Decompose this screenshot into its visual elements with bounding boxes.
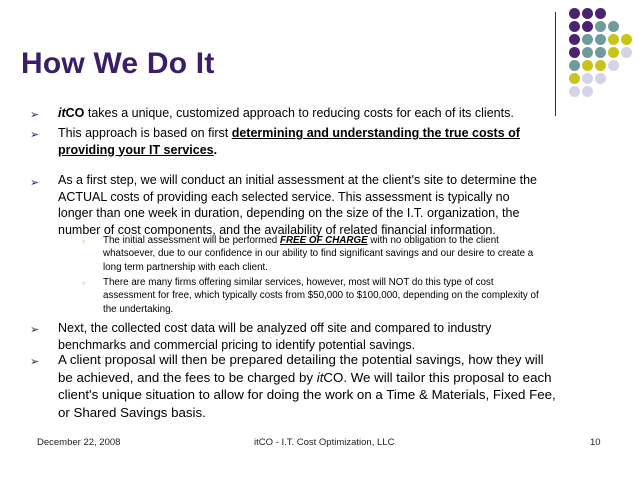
page-number: 10 — [590, 437, 601, 448]
dot — [582, 73, 593, 84]
dot — [595, 60, 606, 71]
bullet-item: Next, the collected cost data will be analyzed off site and compared to industry benchmarks and commercial pricing to identify potential savings. — [58, 321, 492, 352]
bullet-marker: ➢ — [30, 109, 40, 121]
slide-title: How We Do It — [21, 47, 215, 80]
dot — [582, 8, 593, 19]
dot — [595, 8, 606, 19]
dot — [582, 47, 593, 58]
bullet-marker: ➢ — [30, 129, 40, 141]
dot — [569, 60, 580, 71]
footer-date: December 22, 2008 — [37, 437, 121, 448]
sub-bullet-item: The initial assessment will be performed FREE OF CHARGE with no obligation to the client whatsoever, due to our confidence in our ability to find significant savings and our desire to create a long term partnership with each client. — [103, 235, 534, 273]
dot — [621, 47, 632, 58]
bullet-item: This approach is based on first determining and understanding the true costs of providing your IT services. — [58, 126, 520, 157]
dot — [569, 86, 580, 97]
decorative-dot-grid — [566, 8, 636, 104]
decorative-divider — [555, 12, 556, 116]
sub-bullet-marker: ◦ — [82, 236, 86, 246]
bullet-marker: ➢ — [30, 177, 40, 189]
dot — [569, 73, 580, 84]
dot — [595, 34, 606, 45]
dot — [608, 47, 619, 58]
dot — [621, 34, 632, 45]
dot — [569, 34, 580, 45]
bullet-item: itCO takes a unique, customized approach to reducing costs for each of its clients. — [58, 106, 514, 120]
sub-bullet-item: There are many firms offering similar services, however, most will NOT do this type of cost assessment for free, which typically costs from $50,000 to $100,000, depending on the complexity of the undertaking. — [103, 277, 539, 315]
footer-company: itCO - I.T. Cost Optimization, LLC — [254, 437, 395, 448]
dot — [582, 60, 593, 71]
bullet-marker: ➢ — [30, 356, 40, 368]
bullet-item: As a first step, we will conduct an initial assessment at the client's site to determine the ACTUAL costs of providing each selected service. This assessment is typically no longer than one week in duration, depending on the size of the I.T. organization, the number of cost components, and the availability of related financial information. — [58, 173, 537, 237]
dot — [582, 21, 593, 32]
dot — [595, 21, 606, 32]
dot — [582, 86, 593, 97]
dot — [569, 47, 580, 58]
dot — [569, 8, 580, 19]
bullet-item: A client proposal will then be prepared detailing the potential savings, how they will be achieved, and the fees to be charged by itCO. We will tailor this proposal to each client's unique situation to allow for doing the work on a Time & Materials, Fixed Fee, or Shared Savings basis. — [58, 352, 556, 420]
dot — [608, 21, 619, 32]
dot — [608, 60, 619, 71]
dot — [569, 21, 580, 32]
dot — [608, 34, 619, 45]
sub-bullet-marker: ◦ — [82, 278, 86, 288]
dot — [582, 34, 593, 45]
dot — [595, 47, 606, 58]
bullet-marker: ➢ — [30, 324, 40, 336]
dot — [595, 73, 606, 84]
